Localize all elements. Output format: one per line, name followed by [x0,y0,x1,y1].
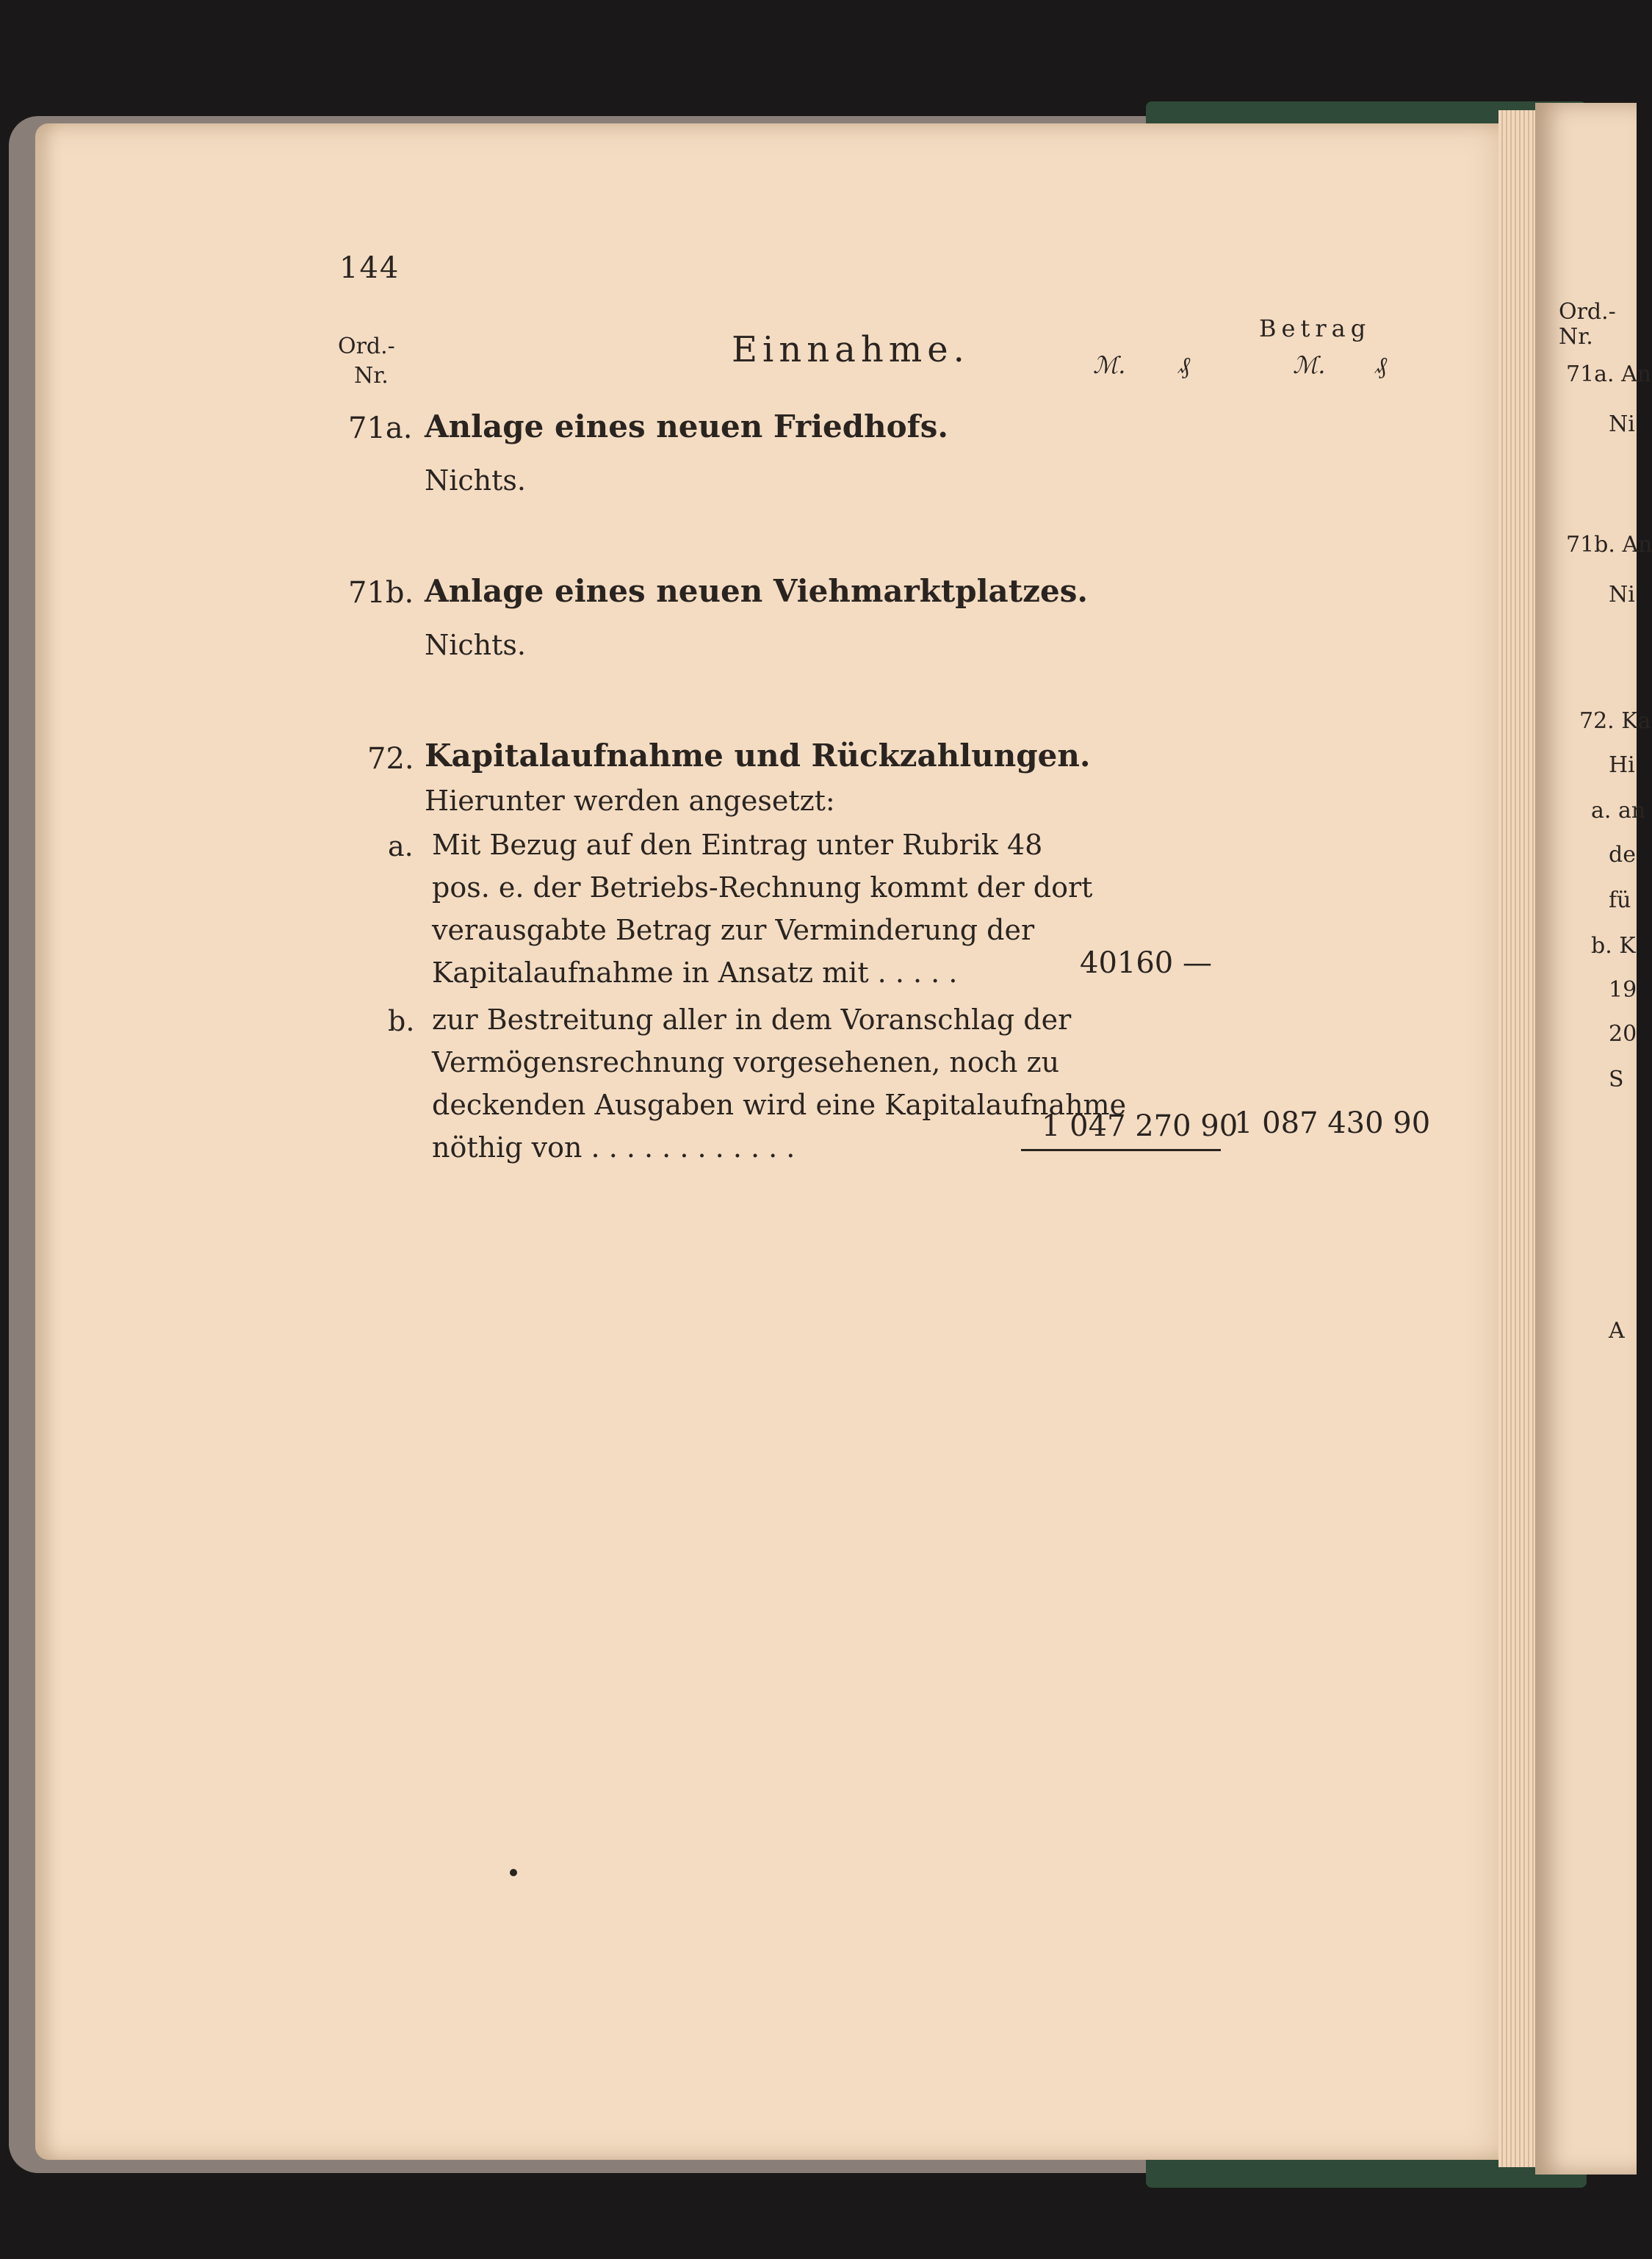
next-page-line: 72. Ka [1579,708,1651,734]
entry-number: 72. [367,742,414,776]
next-page-line: 19 [1609,977,1637,1003]
item-line: Kapitalaufnahme in Ansatz mit . . . . . [432,956,958,989]
column-header-betrag: Betrag [1259,314,1371,342]
currency-mark-header: ℳ. [1293,351,1326,379]
stray-dot [510,1869,517,1876]
entry-text: Nichts. [425,464,527,497]
currency-mark-header: ℳ. [1093,351,1126,379]
next-page-line: fü [1609,887,1631,913]
item-letter: b. [388,1005,415,1037]
next-page-line: a. an [1591,798,1646,824]
next-page-line: S [1609,1067,1624,1092]
entry-intro: Hierunter werden angesetzt: [425,785,835,817]
item-line: zur Bestreitung aller in dem Voranschlag der [432,1004,1072,1036]
next-page-line: Hi [1609,752,1635,778]
next-page-ord: Ord.- Nr. [1559,299,1616,350]
entry-number: 71b. [348,576,414,610]
currency-pf-header: ₰ [1178,351,1190,379]
item-line: Vermögensrechnung vorgesehenen, noch zu [432,1046,1060,1078]
entry-text: Nichts. [425,629,527,661]
total-amount: 1 087 430 90 [1234,1106,1431,1140]
next-page-line: 71b. An [1566,532,1652,558]
item-line: Mit Bezug auf den Eintrag unter Rubrik 48 [432,829,1043,861]
entry-title: Kapitalaufnahme und Rückzahlungen. [425,738,1091,774]
next-page-line: 20 [1609,1021,1637,1047]
adjacent-page [1535,103,1652,2175]
next-page-line: de [1609,842,1636,868]
section-title: Einnahme. [732,329,970,370]
next-page-line: Ni [1609,582,1635,608]
item-amount: 40160 — [1080,946,1212,980]
next-page-line: b. K [1591,933,1636,959]
item-letter: a. [388,830,414,862]
next-page-line: Ni [1609,411,1635,437]
item-line: deckenden Ausgaben wird eine Kapitalaufnahme [432,1089,1127,1121]
next-page-line: A [1609,1318,1625,1344]
entry-title: Anlage eines neuen Friedhofs. [425,408,949,444]
column-header-ord-nr: Ord.- Nr. [338,334,395,389]
item-line: nöthig von . . . . . . . . . . . . [432,1131,796,1164]
sum-underline [1021,1149,1221,1151]
entry-title: Anlage eines neuen Viehmarktplatzes. [425,573,1088,609]
entry-number: 71a. [348,411,413,445]
page-number: 144 [339,251,400,285]
item-amount: 1 047 270 90 [1042,1109,1238,1143]
item-line: pos. e. der Betriebs-Rechnung kommt der dort [432,871,1093,904]
currency-pf-header: ₰ [1375,351,1387,379]
next-page-line: 71a. An [1566,361,1652,387]
item-line: verausgabte Betrag zur Verminderung der [432,914,1035,946]
